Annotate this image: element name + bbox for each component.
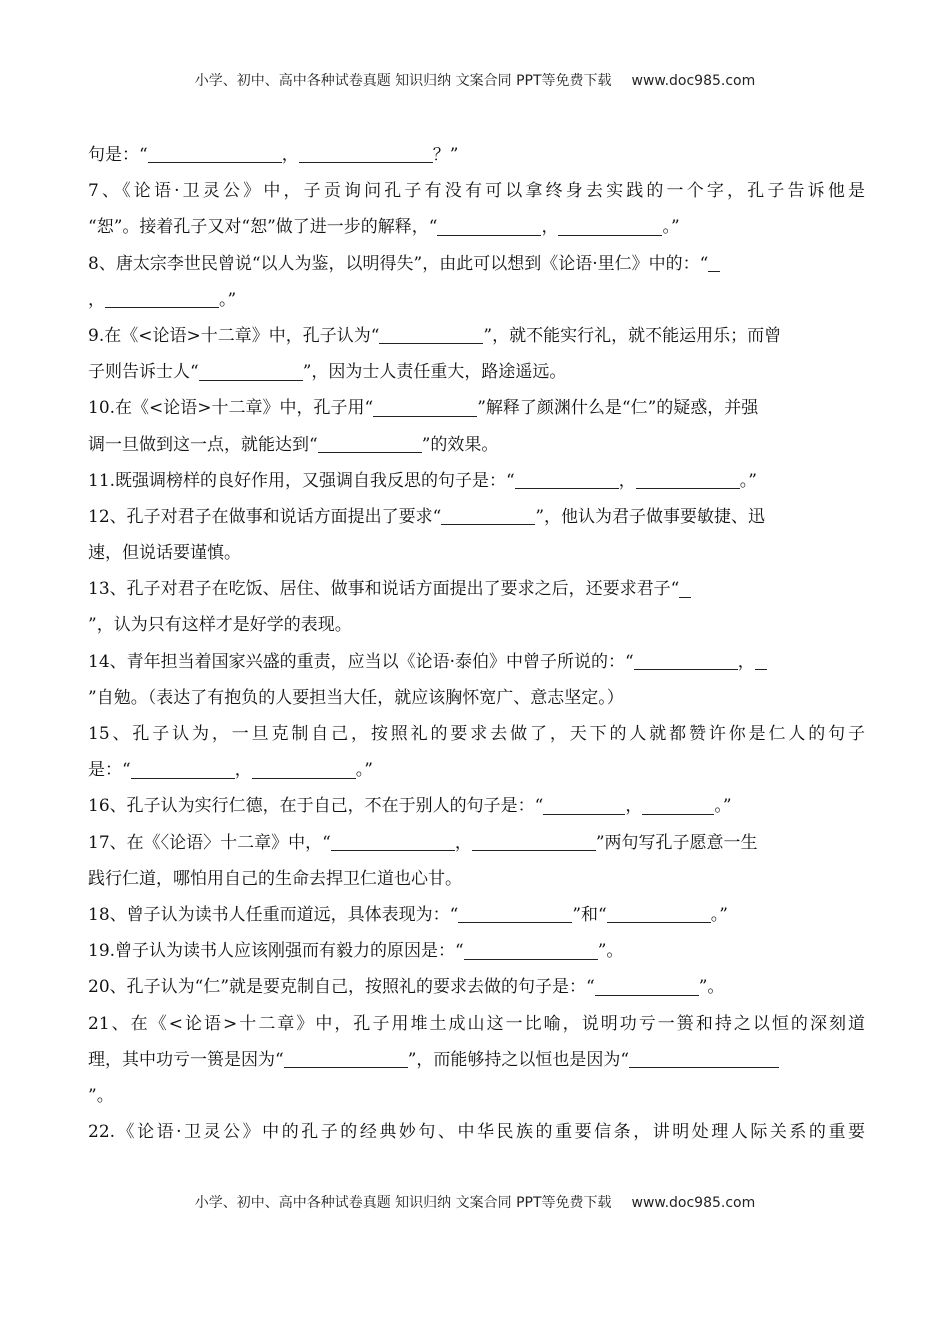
question-line: 理，其中功亏一篑是因为“ ”，而能够持之以恒也是因为“ [88,1042,865,1078]
answer-blank[interactable] [607,904,711,923]
page-footer [0,1192,950,1212]
question-line: 19.曾子认为读书人应该刚强而有毅力的原因是：“ ”。 [88,941,624,962]
answer-blank[interactable] [464,941,598,960]
question-line: ”自勉。（表达了有抱负的人要担当大任，就应该胸怀宽广、意志坚定。） [88,687,624,708]
question-line: 21、在《<论语>十二章》中，孔子用堆土成山这一比喻，说明功亏一篑和持之以恒的深刻道 [88,1013,865,1034]
answer-blank[interactable] [458,904,572,923]
question-line: 子则告诉士人“ ”，因为士人责任重大，路途遥远。 [88,362,567,383]
question-line: 7、《论语·卫灵公》中，子贡询问孔子有没有可以拿终身去实践的一个字，孔子告诉他是 [88,181,865,202]
answer-blank[interactable] [558,217,662,236]
question-line: 10.在《<论语>十二章》中，孔子用“ ”解释了颜渊什么是“仁”的疑惑，并强 [88,398,759,419]
answer-blank[interactable] [379,325,483,344]
question-line: 速，但说话要谨慎。 [88,543,241,564]
answer-blank[interactable] [634,651,738,670]
answer-blank[interactable] [199,362,303,381]
question-line: 调一旦做到这一点，就能达到“ ”的效果。 [88,434,499,455]
header-text: 小学、初中、高中各种试卷真题 知识归纳 文案合同 PPT等免费下载 [194,73,612,89]
answer-blank[interactable] [131,760,235,779]
answer-blank[interactable] [642,796,714,815]
answer-blank[interactable] [437,217,541,236]
page-header [0,70,950,90]
question-line: 11.既强调榜样的良好作用，又强调自我反思的句子是：“ ， 。” [88,470,757,491]
question-line: 句是：“ ， ？” [88,145,459,165]
answer-blank[interactable] [543,796,625,815]
answer-blank[interactable] [299,145,433,164]
question-line: 13、孔子对君子在吃饭、居住、做事和说话方面提出了要求之后，还要求君子“ [88,571,865,607]
answer-blank[interactable] [105,289,219,308]
question-line: ”。 [88,1085,114,1106]
question-body [88,137,865,1150]
answer-blank[interactable] [708,253,720,272]
answer-blank[interactable] [515,470,619,489]
answer-blank[interactable] [755,651,767,670]
answer-blank[interactable] [472,832,596,851]
answer-blank[interactable] [595,977,699,996]
question-line: ， 。” [88,289,237,310]
question-line: 15、孔子认为，一旦克制自己，按照礼的要求去做了，天下的人就都赞许你是仁人的句子 [88,724,865,744]
answer-blank[interactable] [284,1049,408,1068]
answer-blank[interactable] [331,832,455,851]
question-line: 是：“ ， 。” [88,760,373,781]
question-line: 17、在《〈论语〉十二章》中，“ ， ”两句写孔子愿意一生 [88,832,758,853]
answer-blank[interactable] [148,145,282,164]
question-line: 9.在《<论语>十二章》中，孔子认为“ ”，就不能实行礼，就不能运用乐；而曾 [88,325,782,346]
question-line: 践行仁道，哪怕用自己的生命去捍卫仁道也心甘。 [88,868,462,889]
footer-text: 小学、初中、高中各种试卷真题 知识归纳 文案合同 PPT等免费下载 [194,1195,612,1211]
question-line: 20、孔子认为“仁”就是要克制自己，按照礼的要求去做的句子是：“ ”。 [88,977,725,998]
question-line: 14、青年担当着国家兴盛的重责，应当以《论语·泰伯》中曾子所说的：“ ， [88,644,865,680]
question-line: 16、孔子认为实行仁德，在于自己，不在于别人的句子是：“ ， 。” [88,796,732,817]
question-line: 18、曾子认为读书人任重而道远，具体表现为：“ ”和“ 。” [88,904,728,925]
answer-blank[interactable] [441,506,535,525]
question-line: 22.《论语·卫灵公》中的孔子的经典妙句、中华民族的重要信条，讲明处理人际关系的重要 [88,1122,865,1143]
question-line: 12、孔子对君子在做事和说话方面提出了要求“ ”，他认为君子做事要敏捷、迅 [88,506,766,527]
question-line: ”，认为只有这样才是好学的表现。 [88,615,352,636]
answer-blank[interactable] [629,1049,779,1068]
answer-blank[interactable] [252,760,356,779]
answer-blank[interactable] [679,579,691,598]
question-line: 8、唐太宗李世民曾说“以人为鉴，以明得失”，由此可以想到《论语·里仁》中的：“ [88,246,865,282]
header-url[interactable]: www.doc985.com [631,73,756,89]
footer-url[interactable]: www.doc985.com [631,1195,756,1211]
question-line: “恕”。接着孔子又对“恕”做了进一步的解释，“ ， 。” [88,217,680,238]
answer-blank[interactable] [318,434,422,453]
answer-blank[interactable] [636,470,740,489]
answer-blank[interactable] [373,398,477,417]
